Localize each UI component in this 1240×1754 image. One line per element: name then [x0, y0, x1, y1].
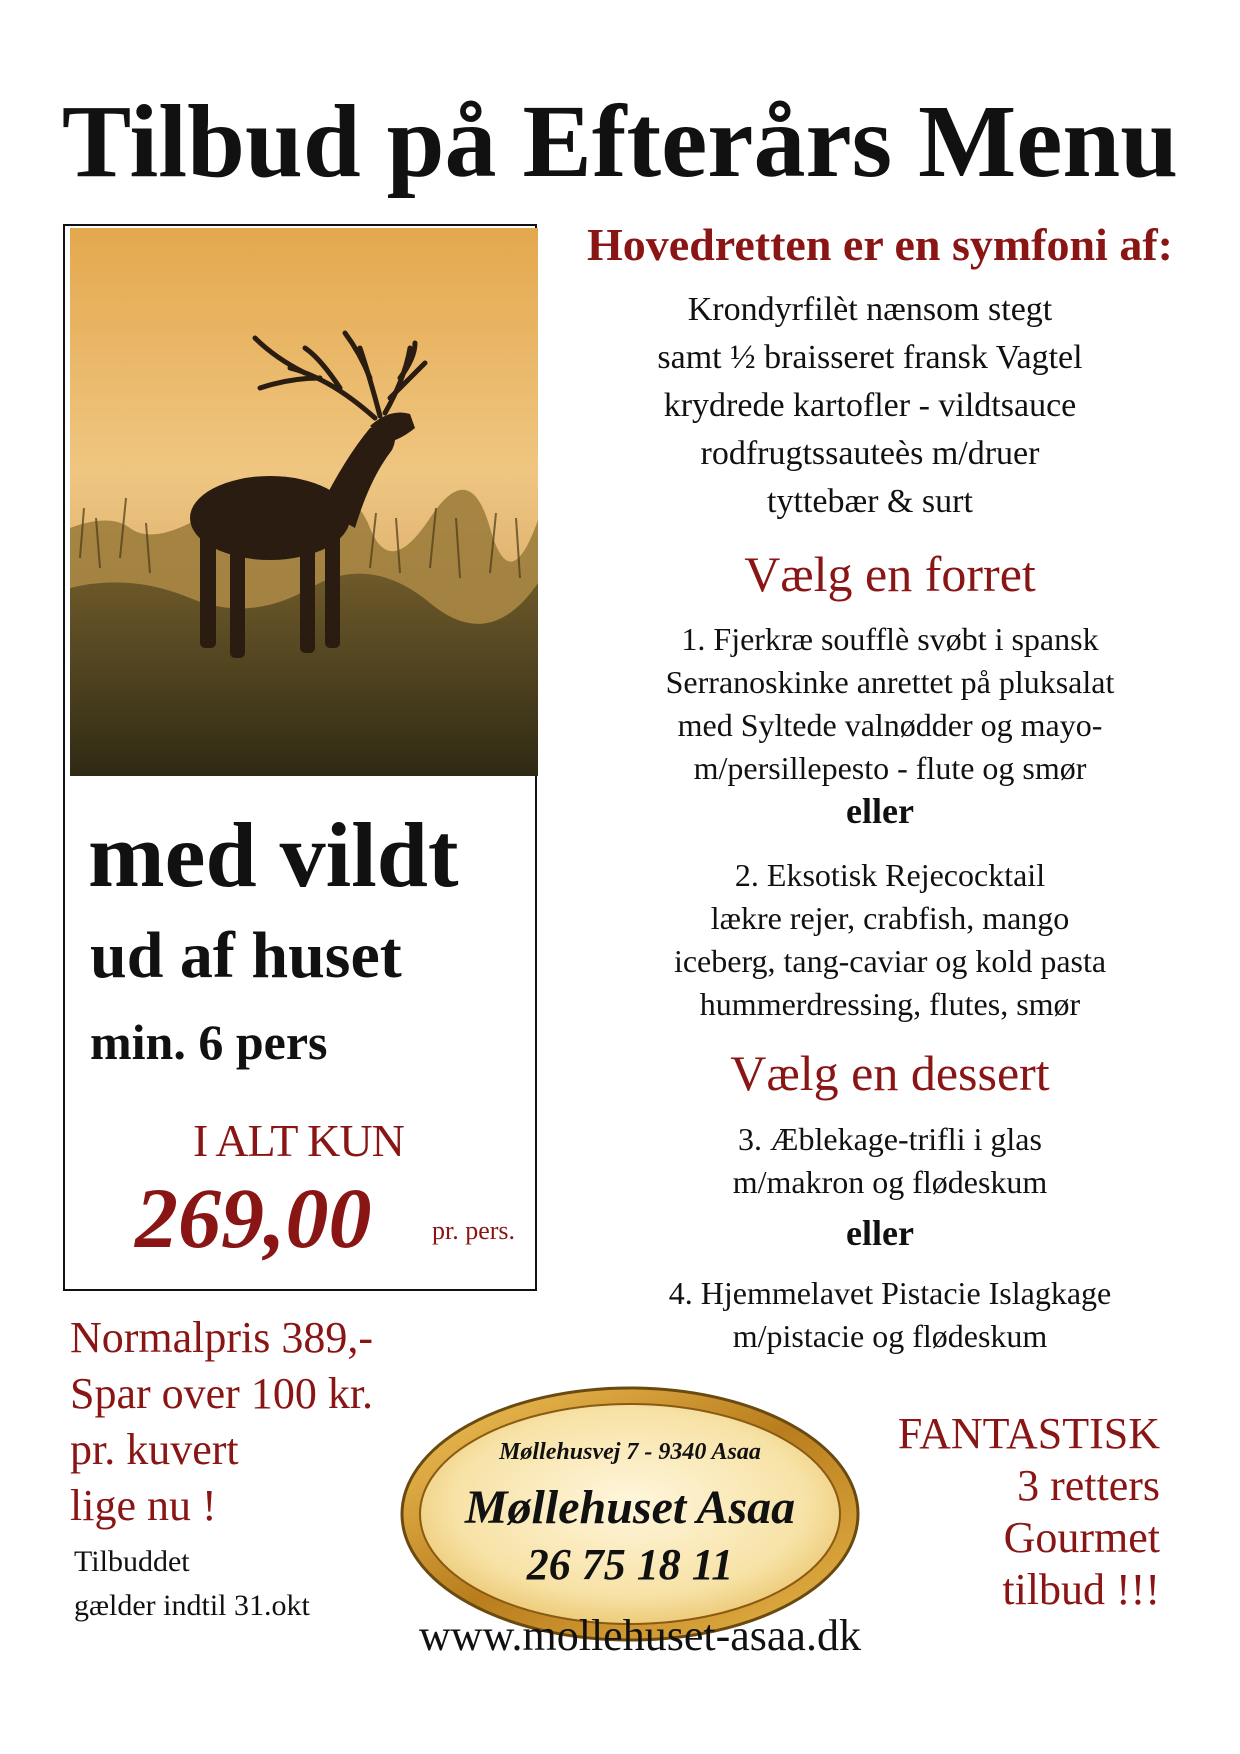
savings-line: lige nu ! [70, 1481, 217, 1530]
option-line: m/makron og flødeskum [732, 1164, 1048, 1200]
option-line: 2. Eksotisk Rejecocktail [734, 857, 1046, 893]
promo-subline: ud af huset [90, 919, 402, 992]
option-line: iceberg, tang-caviar og kold pasta [673, 943, 1107, 979]
main-course-list [560, 286, 1180, 526]
deer-photo [70, 228, 538, 776]
dessert-option-3 [600, 1118, 1180, 1204]
starter-option-2 [600, 854, 1180, 1026]
page-title: Tilbud på Efterårs Menu [61, 84, 1179, 199]
option-line: 3. Æblekage-trifli i glas [738, 1121, 1042, 1157]
price: 269,00 [135, 1170, 372, 1266]
main-course-line: Krondyrfilèt nænsom stegt [687, 291, 1053, 328]
option-line: Serranoskinke anrettet på pluksalat [665, 664, 1115, 700]
promo-headline: med vildt [88, 804, 459, 906]
starter-heading: Vælg en forret [744, 546, 1036, 602]
savings-line: Normalpris 389,- [70, 1313, 374, 1362]
total-label: I ALT KUN [193, 1115, 404, 1166]
fantastic-text [860, 1408, 1160, 1616]
option-line: m/persillepesto - flute og smør [693, 750, 1087, 786]
per-person-label: pr. pers. [432, 1216, 516, 1245]
main-course-heading: Hovedretten er en symfoni af: [587, 219, 1173, 270]
fantastic-line: FANTASTISK [897, 1409, 1160, 1458]
restaurant-logo [398, 1383, 863, 1645]
savings-line: Spar over 100 kr. [70, 1369, 374, 1418]
option-line: 1. Fjerkræ soufflè svøbt i spansk [681, 621, 1099, 657]
main-course-line: krydrede kartofler - vildtsauce [663, 387, 1077, 424]
savings-text [70, 1310, 373, 1534]
deer-image [70, 228, 538, 776]
starter-or: eller [846, 791, 914, 831]
promo-min-persons: min. 6 pers [90, 1014, 328, 1070]
dessert-heading: Vælg en dessert [730, 1045, 1050, 1101]
main-course-line: tyttebær & surt [767, 483, 973, 520]
option-line: m/pistacie og flødeskum [732, 1318, 1048, 1354]
validity-text [74, 1540, 310, 1628]
fantastic-line: Gourmet [1003, 1513, 1160, 1562]
starter-option-1 [600, 618, 1180, 790]
main-course-line: samt ½ braisseret fransk Vagtel [657, 339, 1083, 376]
logo-name: Møllehuset Asaa [464, 1481, 796, 1534]
main-course-line: rodfrugtssauteès m/druer [700, 435, 1040, 472]
logo-address: Møllehusvej 7 - 9340 Asaa [499, 1439, 761, 1465]
dessert-option-4 [600, 1272, 1180, 1358]
dessert-or: eller [846, 1213, 914, 1253]
fantastic-line: tilbud !!! [1002, 1565, 1160, 1614]
validity-line: gælder indtil 31.okt [74, 1589, 310, 1622]
savings-line: pr. kuvert [70, 1425, 239, 1474]
logo-oval [398, 1383, 863, 1645]
fantastic-line: 3 retters [1017, 1461, 1160, 1510]
logo-phone: 26 75 18 11 [526, 1540, 734, 1589]
validity-line: Tilbuddet [74, 1545, 190, 1578]
option-line: lækre rejer, crabfish, mango [710, 900, 1070, 936]
option-line: 4. Hjemmelavet Pistacie Islagkage [668, 1275, 1112, 1311]
option-line: hummerdressing, flutes, smør [699, 986, 1081, 1022]
option-line: med Syltede valnødder og mayo- [677, 707, 1103, 743]
website-link[interactable]: www.mollehuset-asaa.dk [419, 1611, 861, 1660]
